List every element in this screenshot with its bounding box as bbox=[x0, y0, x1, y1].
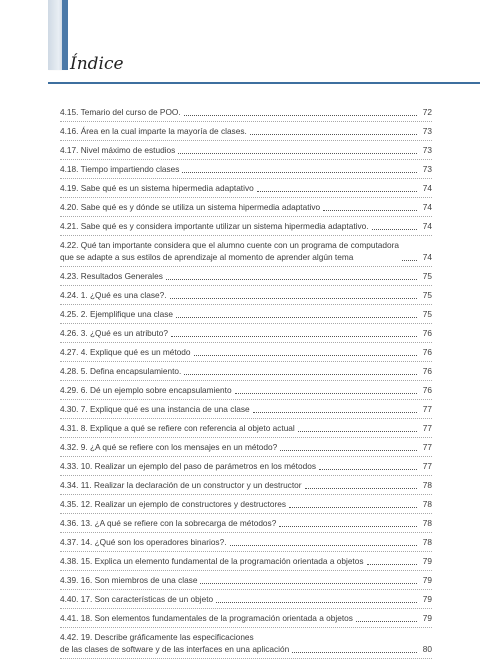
toc-entry-title: 4.21. Sabe qué es y considera importante utilizar un sistema hipermedia adaptativo. bbox=[60, 221, 369, 231]
toc-entry[interactable] bbox=[60, 122, 432, 141]
dot-leader bbox=[367, 564, 418, 565]
dot-leader bbox=[289, 507, 417, 508]
table-of-contents bbox=[60, 103, 432, 659]
toc-entry[interactable] bbox=[60, 514, 432, 533]
toc-entry[interactable] bbox=[60, 324, 432, 343]
toc-entry[interactable] bbox=[60, 628, 432, 659]
toc-entry[interactable] bbox=[60, 343, 432, 362]
toc-entry-page: 80 bbox=[422, 644, 432, 654]
toc-entry[interactable] bbox=[60, 267, 432, 286]
toc-entry-title: 4.37. 14. ¿Qué son los operadores binarios?. bbox=[60, 537, 227, 547]
toc-entry-title: 4.25. 2. Ejemplifique una clase bbox=[60, 309, 174, 319]
dot-leader bbox=[280, 450, 417, 451]
toc-entry-title: 4.35. 12. Realizar un ejemplo de constructores y destructores bbox=[60, 499, 286, 509]
dot-leader bbox=[356, 621, 417, 622]
toc-entry-title: 4.40. 17. Son características de un objeto bbox=[60, 594, 214, 604]
toc-entry-title: 4.38. 15. Explica un elemento fundamental de la programación orientada a objetos bbox=[60, 556, 364, 566]
toc-entry[interactable] bbox=[60, 438, 432, 457]
dot-leader bbox=[194, 355, 417, 356]
toc-entry-title: 4.22. Qué tan importante considera que el alumno cuente con un programa de computadora que se adapte a sus estilos de aprendizaje al momento de aprender algún tema bbox=[60, 240, 400, 262]
toc-entry[interactable] bbox=[60, 476, 432, 495]
toc-entry-title: 4.33. 10. Realizar un ejemplo del paso de parámetros en los métodos bbox=[60, 461, 316, 471]
dot-leader bbox=[305, 488, 417, 489]
toc-entry-page: 78 bbox=[422, 518, 432, 528]
toc-entry-title: 4.31. 8. Explique a qué se refiere con referencia al objeto actual bbox=[60, 423, 295, 433]
toc-entry-title: 4.15. Temario del curso de POO. bbox=[60, 107, 181, 117]
toc-entry[interactable] bbox=[60, 552, 432, 571]
toc-entry-title: 4.23. Resultados Generales bbox=[60, 271, 163, 281]
toc-entry[interactable] bbox=[60, 141, 432, 160]
dot-leader bbox=[171, 336, 417, 337]
toc-entry-page: 73 bbox=[422, 145, 432, 155]
dot-leader bbox=[216, 602, 417, 603]
header-tab-accent bbox=[62, 0, 68, 70]
toc-entry[interactable] bbox=[60, 571, 432, 590]
toc-entry[interactable] bbox=[60, 495, 432, 514]
toc-entry-page: 76 bbox=[422, 366, 432, 376]
toc-entry-page: 76 bbox=[422, 347, 432, 357]
dot-leader bbox=[176, 317, 417, 318]
toc-entry-title: 4.39. 16. Son miembros de una clase bbox=[60, 575, 198, 585]
toc-entry[interactable] bbox=[60, 179, 432, 198]
toc-entry-page: 78 bbox=[422, 537, 432, 547]
toc-entry-title: 4.36. 13. ¿A qué se refiere con la sobrecarga de métodos? bbox=[60, 518, 277, 528]
dot-leader bbox=[184, 115, 417, 116]
toc-entry-title: 4.30. 7. Explique qué es una instancia de una clase bbox=[60, 404, 250, 414]
toc-entry-page: 77 bbox=[422, 461, 432, 471]
toc-entry-page: 78 bbox=[422, 480, 432, 490]
toc-entry[interactable] bbox=[60, 160, 432, 179]
toc-entry-page: 74 bbox=[422, 202, 432, 212]
toc-entry[interactable] bbox=[60, 236, 432, 267]
toc-entry-page: 74 bbox=[422, 221, 432, 231]
toc-entry-page: 75 bbox=[422, 309, 432, 319]
toc-entry[interactable] bbox=[60, 305, 432, 324]
dot-leader bbox=[292, 652, 417, 653]
dot-leader bbox=[170, 298, 417, 299]
dot-leader bbox=[298, 431, 417, 432]
dot-leader bbox=[178, 153, 417, 154]
dot-leader bbox=[319, 469, 417, 470]
dot-leader bbox=[257, 191, 417, 192]
toc-entry-title: 4.42. 19. Describe gráficamente las especificaciones de las clases de software y de las interfaces en una aplicación bbox=[60, 632, 290, 654]
toc-entry-title: 4.27. 4. Explique qué es un método bbox=[60, 347, 191, 357]
toc-entry-page: 72 bbox=[422, 107, 432, 117]
toc-entry-title: 4.28. 5. Defina encapsulamiento. bbox=[60, 366, 182, 376]
toc-entry-page: 77 bbox=[422, 442, 432, 452]
dot-leader bbox=[230, 545, 417, 546]
dot-leader bbox=[372, 229, 417, 230]
toc-entry-page: 79 bbox=[422, 556, 432, 566]
toc-entry[interactable] bbox=[60, 217, 432, 236]
toc-entry-title: 4.26. 3. ¿Qué es un atributo? bbox=[60, 328, 168, 338]
toc-entry-page: 77 bbox=[422, 423, 432, 433]
toc-entry-page: 79 bbox=[422, 575, 432, 585]
toc-entry-page: 77 bbox=[422, 404, 432, 414]
toc-entry-page: 76 bbox=[422, 328, 432, 338]
dot-leader bbox=[184, 374, 417, 375]
toc-entry-page: 76 bbox=[422, 385, 432, 395]
toc-entry-title: 4.18. Tiempo impartiendo clases bbox=[60, 164, 180, 174]
dot-leader bbox=[166, 279, 417, 280]
toc-entry[interactable] bbox=[60, 457, 432, 476]
dot-leader bbox=[253, 412, 417, 413]
toc-entry-title: 4.34. 11. Realizar la declaración de un constructor y un destructor bbox=[60, 480, 302, 490]
toc-entry[interactable] bbox=[60, 419, 432, 438]
dot-leader bbox=[323, 210, 417, 211]
toc-entry-page: 73 bbox=[422, 126, 432, 136]
toc-entry-title: 4.24. 1. ¿Qué es una clase?. bbox=[60, 290, 167, 300]
toc-entry-title: 4.19. Sabe qué es un sistema hipermedia adaptativo bbox=[60, 183, 254, 193]
dot-leader bbox=[235, 393, 417, 394]
toc-entry-title: 4.41. 18. Son elementos fundamentales de la programación orientada a objetos bbox=[60, 613, 353, 623]
toc-entry-page: 79 bbox=[422, 594, 432, 604]
dot-leader bbox=[402, 260, 417, 261]
toc-entry-page: 74 bbox=[422, 183, 432, 193]
dot-leader bbox=[279, 526, 417, 527]
toc-entry[interactable] bbox=[60, 609, 432, 628]
toc-entry-title: 4.17. Nivel máximo de estudios bbox=[60, 145, 176, 155]
toc-entry-page: 78 bbox=[422, 499, 432, 509]
page-title: Índice bbox=[70, 54, 124, 74]
toc-entry[interactable] bbox=[60, 198, 432, 217]
dot-leader bbox=[200, 583, 417, 584]
toc-entry-page: 73 bbox=[422, 164, 432, 174]
toc-entry-page: 75 bbox=[422, 271, 432, 281]
toc-entry-title: 4.29. 6. Dé un ejemplo sobre encapsulamiento bbox=[60, 385, 232, 395]
toc-entry-page: 74 bbox=[422, 252, 432, 262]
toc-entry-title: 4.32. 9. ¿A qué se refiere con los mensajes en un método? bbox=[60, 442, 278, 452]
toc-entry[interactable] bbox=[60, 286, 432, 305]
toc-entry[interactable] bbox=[60, 533, 432, 552]
toc-entry[interactable] bbox=[60, 362, 432, 381]
toc-entry-title: 4.20. Sabe qué es y dónde se utiliza un sistema hipermedia adaptativo bbox=[60, 202, 321, 212]
toc-entry-page: 75 bbox=[422, 290, 432, 300]
toc-entry-title: 4.16. Área en la cual imparte la mayoría de clases. bbox=[60, 126, 247, 136]
toc-entry[interactable] bbox=[60, 590, 432, 609]
dot-leader bbox=[182, 172, 417, 173]
toc-entry[interactable] bbox=[60, 103, 432, 122]
toc-entry[interactable] bbox=[60, 381, 432, 400]
dot-leader bbox=[250, 134, 417, 135]
toc-entry-page: 79 bbox=[422, 613, 432, 623]
toc-entry[interactable] bbox=[60, 400, 432, 419]
title-rule bbox=[48, 82, 480, 84]
